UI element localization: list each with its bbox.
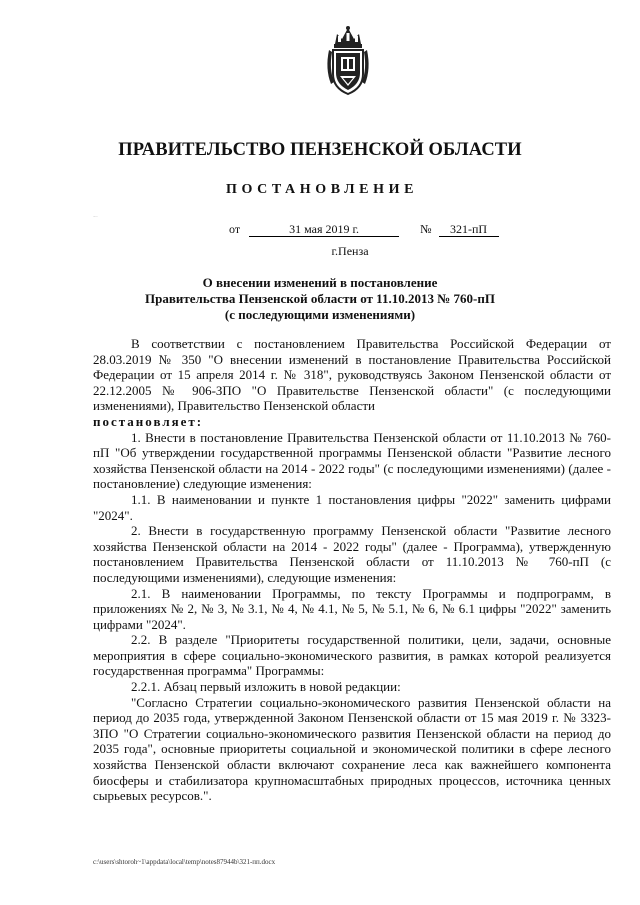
title-line: Правительства Пензенской области от 11.10.2013 № 760-пП [145,291,495,306]
number-prefix: № [420,222,432,236]
registration-mark: ...... [93,214,98,218]
date-prefix: от [229,222,241,236]
document-type: ПОСТАНОВЛЕНИЕ [225,182,419,197]
document-body [93,336,611,804]
body-paragraph: 2. Внести в государственную программу Пензенской области "Развитие лесного хозяйства Пензенской области на 2014 - 2022 годы" (далее - Программа), утвержденную постановлением Правительства Пензенской области от 11.10.2013 № 760-пП (с последующими изменениями), следующие изменения: [93,523,611,585]
body-paragraph: В соответствии с постановлением Правительства Российской Федерации от 28.03.2019 № 350 "О внесении изменений в постановление Правительства Российской Федерации от 15 апреля 2014 г. № 318", руководствуясь Законом Пензенской области от 22.12.2005 № 906-ЗПО "О Правительстве Пензенской области" (с последующими изменениями), Правительство Пензенской области [93,336,611,414]
body-paragraph: 1.1. В наименовании и пункте 1 постановления цифры "2022" заменить цифрами "2024". [93,491,611,523]
city: г.Пенза [331,244,369,258]
coat-of-arms-icon [323,24,373,96]
document-title [0,275,640,323]
resolution-keyword: постановляет: [93,413,204,429]
body-paragraph: 2.2.1. Абзац первый изложить в новой редакции: [131,679,401,695]
date-number-line [229,222,499,237]
document-date: 31 мая 2019 г. [249,222,399,237]
organization-name: ПРАВИТЕЛЬСТВО ПЕНЗЕНСКОЙ ОБЛАСТИ [118,140,522,160]
body-paragraph: 2.1. В наименовании Программы, по тексту Программы и подпрограмм, в приложениях № 2, № 3, № 3.1, № 4, № 4.1, № 5, № 5.1, № 6, № 6.1 цифры "2022" заменить цифрами "2024". [93,585,611,632]
body-paragraph: 2.2. В разделе "Приоритеты государственной политики, цели, задачи, основные мероприятия в сфере социально-экономического развития, в рамках которой реализуется государственная программа" Программы: [93,632,611,679]
title-line: О внесении изменений в постановление [202,275,438,290]
body-paragraph: "Согласно Стратегии социально-экономического развития Пензенской области на период до 2035 года, утвержденной Законом Пензенской области от 15 мая 2019 г. № 3323-ЗПО "О Стратегии социально-экономического развития Пензенской области на период до 2035 года", основные приоритеты социальной и экономической политики в сфере лесного хозяйства Пензенской области включают сохранение леса как важнейшего компонента биосферы и стабилизатора крупномасштабных природных процессов, источника ценных сырьевых ресурсов.". [93,694,611,804]
body-paragraph: 1. Внести в постановление Правительства Пензенской области от 11.10.2013 № 760-пП "Об утверждении государственной программы Пензенской области "Развитие лесного хозяйства Пензенской области на 2014 - 2022 годы" (с последующими изменениями) (далее - постановление) следующие изменения: [93,429,611,492]
document-number: 321-пП [439,222,499,237]
title-line: (с последующими изменениями) [224,307,416,322]
file-path-footer: c:\users\shtoroh~1\appdata\local\temp\notes87944b\321-пп.docx [93,858,276,866]
